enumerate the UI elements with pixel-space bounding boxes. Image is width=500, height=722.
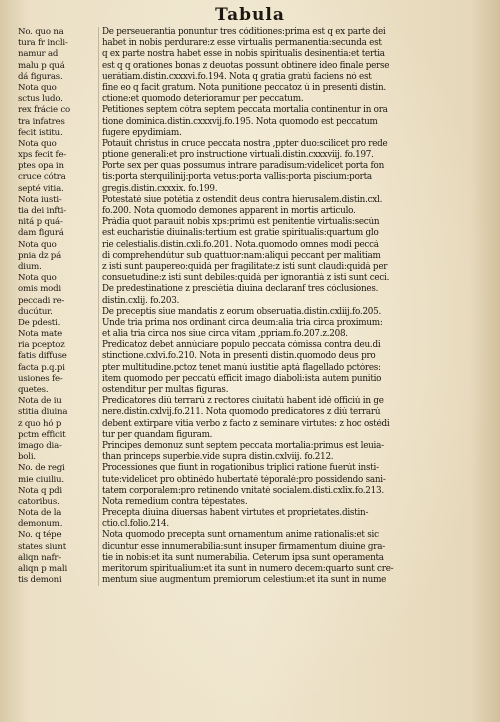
margin-note-line: quetes. <box>18 385 49 395</box>
text-line: stinctione.cxlvi.fo.210. Nota in presenti distin.quomodo deus pro <box>102 351 376 362</box>
margin-note-line: tra infatres <box>18 116 65 127</box>
index-text-column <box>98 27 495 586</box>
margin-notes <box>18 27 94 586</box>
text-line: z isti sunt paupereo:quidá per fragilitate:z isti sunt claudi:quidá per <box>102 261 388 272</box>
text-line: tie in nobis:et ita sunt numerabilia. Ceterum ipsa sunt operamenta <box>102 552 384 563</box>
text-line: ptione generali:et pro instructione virtuali.distin.cxxxviij. fo.197. <box>102 150 374 161</box>
text-line: habet in nobis perdurare:z esse virtualis permanentia:secunda est <box>102 38 382 49</box>
margin-note-line: Nota de iu <box>18 396 62 407</box>
margin-note-line: demonum. <box>18 519 63 530</box>
margin-note-line: Nota q pdi <box>18 485 62 496</box>
text-line: uerátiam.distin.cxxxvi.fo.194. Nota q gratia gratú faciens nó est <box>102 71 372 82</box>
text-line: Processiones que fiunt in rogationibus triplici ratione fuerút insti- <box>102 463 379 474</box>
page-title: Tabula <box>215 5 285 25</box>
text-line: est eucharistie diuinalis:tertium est gratie spiritualis:quartum glo <box>102 228 379 239</box>
margin-note-line: dium. <box>18 261 42 272</box>
text-line: Porte sex per quas possumus intrare paradisum:videlicet porta fon <box>102 161 385 172</box>
text-line: meritorum spiritualium:et ita sunt in numero decem:quarto sunt cre- <box>102 564 394 574</box>
text-line: dicuntur esse innumerabilia:sunt insuper firmamentum diuine gra- <box>102 541 385 552</box>
text-line: Unde tria prima nos ordinant circa deum:alia tria circa proximum: <box>102 317 383 328</box>
text-line: De perseuerantia ponuntur tres códitiones:prima est q ex parte dei <box>102 27 386 37</box>
margin-note-line: Nota quo <box>18 138 57 149</box>
margin-note-line: No. de regi <box>18 463 65 474</box>
margin-note-line: No. q tépe <box>18 530 62 541</box>
text-line: distin.cxlij. fo.203. <box>102 295 180 306</box>
margin-note-line: Nota quo <box>18 82 57 93</box>
margin-note-line: ducútur. <box>18 306 53 317</box>
margin-note-line: omis modi <box>18 284 61 295</box>
text-line: item quomodo per peccatú efficit imago diaboli:ista autem punitio <box>102 373 382 384</box>
margin-note-line: aliqn p mali <box>18 564 67 574</box>
text-line: than princeps superbie.vide supra distin.cxlviij. fo.212. <box>102 452 334 463</box>
margin-note-line: dá figuras. <box>18 71 63 82</box>
margin-note-line: pctm efficit <box>18 429 66 440</box>
text-line: De predestinatione z presciétia diuina declaranf tres cóclusiones. <box>102 284 379 295</box>
text-line: Nota remedium contra tépestates. <box>102 496 248 507</box>
margin-note-line: Nota quo <box>18 273 57 284</box>
margin-note-line: septé vitia. <box>18 183 64 194</box>
text-line: q ex parte nostra habet esse in nobis spiritualis desinentia:et tertia <box>102 49 385 60</box>
margin-note-line: pnia dz pá <box>18 250 62 261</box>
margin-note-line: mie ciuiliu. <box>18 474 64 485</box>
margin-note-line: boli. <box>18 452 36 463</box>
text-line: et alia tria circa nos siue circa vitam ,ppriam.fo.207.z.208. <box>102 329 348 340</box>
text-line: di comprehendútur sub quattuor:nam:aliqui peccant per malitiam <box>102 250 381 261</box>
margin-note-line: rex frácie co <box>18 105 70 116</box>
text-line: Precepta diuina diuersas habent virtutes et proprietates.distin- <box>102 508 369 519</box>
margin-note-line: tura fr incli- <box>18 38 68 49</box>
text-line: ctio.cl.folio.214. <box>102 519 169 530</box>
margin-note-line: catoribus. <box>18 496 60 507</box>
margin-note-line: stitia diuina <box>18 407 68 418</box>
margin-note-line: usiones fe- <box>18 373 63 384</box>
margin-note-line: malu p quá <box>18 60 65 71</box>
margin-note-line: aliqn nafr- <box>18 552 62 563</box>
text-line: Principes demonuz sunt septem peccata mortalia:primus est leuia- <box>102 440 384 451</box>
margin-note-line: Nota mate <box>18 329 63 340</box>
margin-note-line: sctus ludo. <box>18 94 63 105</box>
margin-note-line: Nota de la <box>18 508 62 519</box>
text-line: fine eo q facit gratum. Nota punitione peccatoz ú in presenti distin. <box>102 82 386 93</box>
text-line: Potauit christus in cruce peccata nostra ,ppter duo:scilicet pro rede <box>102 138 388 149</box>
text-line: ctione:et quomodo deterioramur per peccatum. <box>102 94 304 105</box>
margin-note-line: Nota iusti- <box>18 194 62 205</box>
margin-note-line: fatis diffuse <box>18 351 67 362</box>
text-line: Potestaté siue potétia z ostendit deus contra hierusalem.distin.cxl. <box>102 194 383 205</box>
text-line: tione dominica.distin.cxxxvij.fo.195. Nota quomodo est peccatum <box>102 116 378 127</box>
text-line: tute:videlicet pro obtinédo hubertaté téporalé:pro possidendo sani- <box>102 474 386 485</box>
margin-note-line: ria pceptoz <box>18 340 65 351</box>
text-line: fo.200. Nota quomodo demones apparent in mortis articulo. <box>102 206 356 216</box>
text-line: tur per quandam figuram. <box>102 429 213 440</box>
text-line: tatem corporalem:pro retinendo vnitaté socialem.disti.cxlix.fo.213. <box>102 485 384 496</box>
text-line: est q q orationes bonas z deuotas possunt obtinere ideo finale perse <box>102 60 390 71</box>
margin-note-line: De pdesti. <box>18 317 61 328</box>
margin-note-line: cruce cótra <box>18 172 66 183</box>
text-line: Nota quomodo precepta sunt ornamentum anime rationalis:et sic <box>102 530 379 541</box>
text-line: tis:porta sterquilinij:porta vetus:porta vallis:porta piscium:porta <box>102 172 372 183</box>
margin-note-line: states siunt <box>18 541 66 552</box>
text-line: mentum siue augmentum premiorum celestium:et ita sunt in nume <box>102 575 387 586</box>
text-line: De preceptis siue mandatis z eorum obseruatia.distin.cxliij.fo.205. <box>102 306 382 317</box>
margin-note-line: z quo hó p <box>18 418 62 429</box>
margin-note-line: fecit istitu. <box>18 127 63 138</box>
text-line: Petitiones septem cótra septem peccata mortalia continentur in ora <box>102 105 388 116</box>
margin-note-line: peccadi re- <box>18 295 65 306</box>
margin-note-line: facta p.q.pi <box>18 362 65 373</box>
margin-note-line: xps fecit fe- <box>18 150 67 161</box>
text-line: nere.distin.cxlvij.fo.211. Nota quomodo predicatores z diú terrarú <box>102 407 381 418</box>
text-line: fugere epydimiam. <box>102 127 182 138</box>
margin-note-line: ptes opa in <box>18 161 64 172</box>
text-line: debent extirpare vitia verbo z facto z seminare virtutes: z hoc ostédi <box>102 418 390 429</box>
text-line: Predicatores diú terrarú z rectores ciuitatú habent idé officiú in ge <box>102 396 384 407</box>
text-line: ostenditur per multas figuras. <box>102 385 229 395</box>
text-line: rie celestialis.distin.cxli.fo.201. Nota.quomodo omnes modi peccá <box>102 239 379 250</box>
text-line: consuetudine:z isti sunt debiles:quidá per ignorantiá z isti sunt ceci. <box>102 273 390 284</box>
text-line: Prádia quot parauit nobis xps:primú est penitentie virtualis:secún <box>102 217 380 228</box>
margin-note-line: nitá p quá- <box>18 217 63 228</box>
margin-note-line: namur ad <box>18 49 59 60</box>
margin-note-line: dam figurá <box>18 228 64 239</box>
margin-note-line: No. quo na <box>18 27 64 37</box>
margin-note-line: imago dia- <box>18 440 62 451</box>
text-line: Predicatoz debet annúciare populo peccata cómissa contra deu.di <box>102 340 381 351</box>
text-line: gregis.distin.cxxxix. fo.199. <box>102 183 218 194</box>
margin-note-line: tis demoni <box>18 575 62 586</box>
margin-note-line: Nota quo <box>18 239 57 250</box>
text-line: pter multitudine.pctoz tenet manú iustitie aptá flagellado pctóres: <box>102 362 381 373</box>
margin-note-line: tia dei infti- <box>18 206 66 216</box>
